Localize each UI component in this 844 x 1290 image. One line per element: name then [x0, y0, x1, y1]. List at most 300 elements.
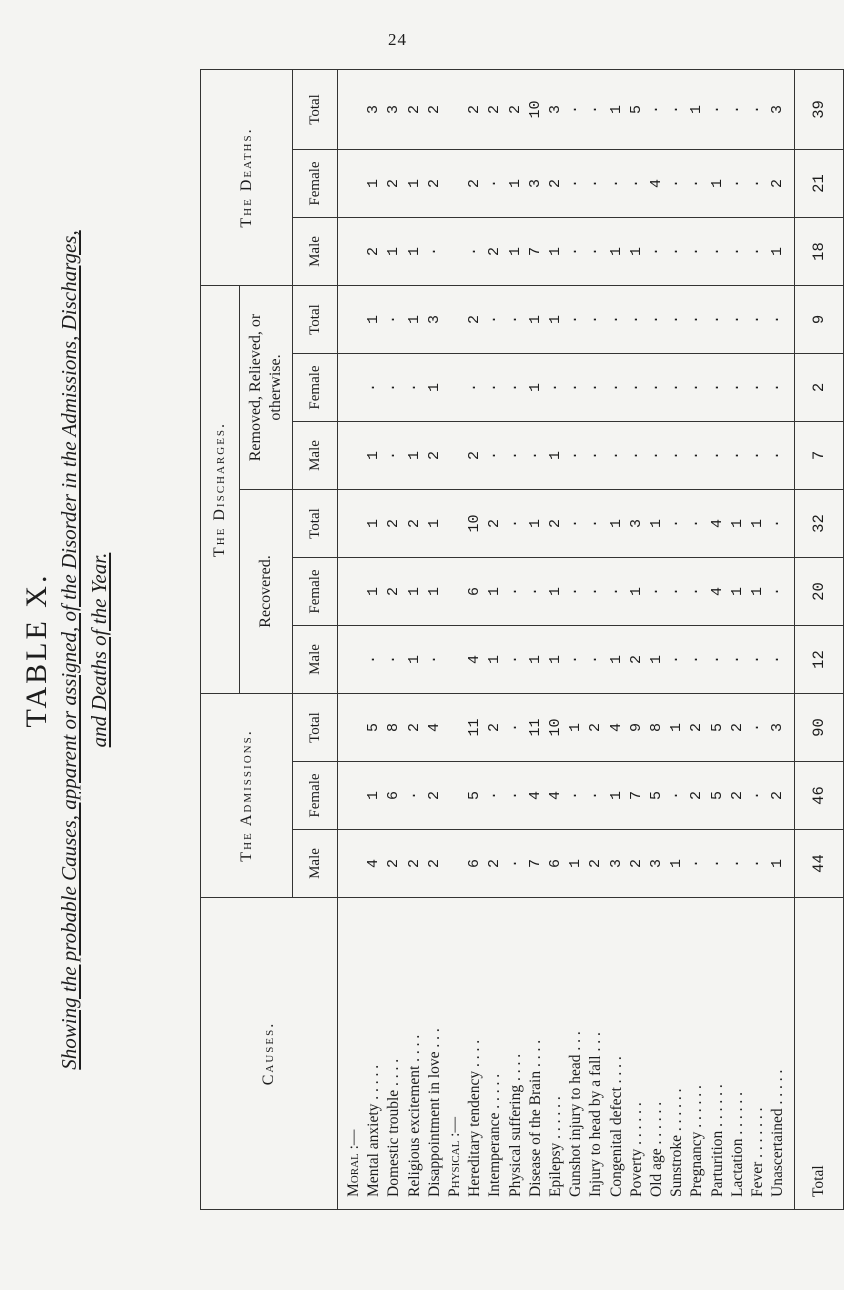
table-cell [344, 354, 364, 421]
total-recovered-male: 12 [795, 626, 844, 694]
total-recovered-total: 32 [795, 490, 844, 558]
table-cell: 1 [425, 383, 443, 393]
table-cell [445, 150, 465, 217]
table-cell: 2 [769, 179, 787, 189]
table-cell: 4 [708, 519, 726, 529]
table-title: TABLE X. [20, 572, 53, 728]
table-cell: 1 [547, 451, 565, 461]
table-cell: 1 [728, 519, 746, 529]
total-label: Total [795, 898, 844, 1210]
table-cell: 1 [506, 179, 524, 189]
table-cell: · [749, 104, 767, 114]
table-cell: · [728, 315, 746, 325]
table-cell: · [749, 451, 767, 461]
table-cell: 2 [688, 791, 706, 801]
table-cell: 1 [526, 383, 544, 393]
table-cell: · [708, 451, 726, 461]
table-cell: · [506, 655, 524, 665]
table-cell: · [668, 519, 686, 529]
recovered-header: Recovered. [240, 490, 293, 694]
table-cell: 4 [547, 791, 565, 801]
table-cell: · [486, 315, 504, 325]
table-cell: · [526, 451, 544, 461]
table-cell: · [648, 315, 666, 325]
table-cell [445, 422, 465, 489]
cause-line: Poverty . . . . . . [627, 1102, 645, 1197]
table-cell: · [708, 315, 726, 325]
table-cell: 2 [405, 104, 423, 114]
table-cell: · [668, 655, 686, 665]
causes-table [200, 69, 844, 1210]
table-cell: · [587, 247, 605, 257]
table-cell: · [567, 519, 585, 529]
recovered-female-column [338, 558, 795, 626]
table-cell: 1 [688, 104, 706, 114]
table-cell: · [749, 179, 767, 189]
cause-line: Lactation . . . . . . [728, 1091, 746, 1197]
admissions-male-column [338, 830, 795, 898]
table-cell: · [769, 519, 787, 529]
table-cell: · [587, 315, 605, 325]
table-cell: 2 [385, 859, 403, 869]
total-row [795, 69, 844, 1209]
table-cell: · [688, 519, 706, 529]
table-cell: 1 [365, 451, 383, 461]
table-cell: 2 [425, 179, 443, 189]
table-cell: 2 [728, 791, 746, 801]
table-cell: 4 [648, 179, 666, 189]
table-cell: 2 [405, 859, 423, 869]
table-cell: · [587, 179, 605, 189]
table-cell: · [405, 383, 423, 393]
table-cell: · [425, 247, 443, 257]
table-cell: 2 [385, 519, 403, 529]
table-cell: · [567, 655, 585, 665]
table-cell: 1 [405, 315, 423, 325]
table-cell: 2 [425, 859, 443, 869]
table-cell: · [587, 587, 605, 597]
cause-line: Moral :— [345, 1129, 362, 1197]
table-cell [344, 422, 364, 489]
table-cell: · [607, 383, 625, 393]
cause-line: Religious excitement . . . . [405, 1034, 423, 1197]
table-cell: · [526, 587, 544, 597]
table-cell [344, 558, 364, 625]
cause-line: Mental anxiety . . . . . [365, 1064, 383, 1197]
col-male: Male [293, 830, 338, 898]
table-cell: · [587, 383, 605, 393]
removed-total-column [338, 286, 795, 354]
table-cell: 4 [607, 723, 625, 733]
table-cell: · [769, 315, 787, 325]
table-cell: 2 [425, 451, 443, 461]
table-cell [344, 762, 364, 829]
causes-list [338, 898, 795, 1210]
table-cell: 1 [648, 519, 666, 529]
col-male: Male [293, 422, 338, 490]
table-cell: · [648, 587, 666, 597]
table-cell: 1 [769, 859, 787, 869]
table-cell: · [506, 315, 524, 325]
table-cell: · [668, 451, 686, 461]
table-cell: 5 [365, 723, 383, 733]
cause-line: Sunstroke . . . . . . [668, 1088, 686, 1197]
table-cell: · [567, 104, 585, 114]
table-cell: 1 [648, 655, 666, 665]
table-cell: 4 [365, 859, 383, 869]
table-cell: · [668, 247, 686, 257]
table-cell [445, 490, 465, 557]
table-cell: 1 [668, 723, 686, 733]
table-cell [344, 694, 364, 761]
table-cell: 5 [648, 791, 666, 801]
table-cell: 2 [769, 791, 787, 801]
table-cell: 4 [425, 723, 443, 733]
table-cell: · [648, 451, 666, 461]
cause-line: Old age . . . . . . [648, 1101, 666, 1197]
table-cell: · [688, 655, 706, 665]
table-cell: · [627, 315, 645, 325]
table-cell: 1 [567, 723, 585, 733]
table-cell: 1 [526, 315, 544, 325]
table-cell: 2 [547, 519, 565, 529]
table-cell: · [688, 383, 706, 393]
table-cell: 1 [607, 247, 625, 257]
table-cell: · [648, 104, 666, 114]
cause-line: Fever . . . . . . . [749, 1107, 767, 1197]
table-cell: · [668, 383, 686, 393]
table-caption-line2: and Deaths of the Year. [87, 552, 111, 748]
cause-line: Domestic trouble . . . . [385, 1058, 403, 1197]
table-cell: 3 [627, 519, 645, 529]
table-cell: · [385, 383, 403, 393]
table-cell: · [506, 451, 524, 461]
table-cell: 1 [547, 587, 565, 597]
table-cell [445, 694, 465, 761]
table-cell: 2 [486, 247, 504, 257]
table-cell: 2 [486, 723, 504, 733]
col-total: Total [293, 69, 338, 149]
table-caption-line1: Showing the probable Causes, apparent or assigned, of the Disorder in the Admissions, Discharges, [57, 230, 81, 1070]
total-deaths-male: 18 [795, 218, 844, 286]
table-cell [344, 218, 364, 285]
table-cell: 2 [425, 104, 443, 114]
table-cell: · [587, 519, 605, 529]
table-cell: · [688, 859, 706, 869]
deaths-male-column [338, 218, 795, 286]
table-cell: · [385, 315, 403, 325]
table-cell: 1 [365, 519, 383, 529]
table-cell: · [486, 383, 504, 393]
table-cell: · [607, 587, 625, 597]
total-admissions-total: 90 [795, 694, 844, 762]
deaths-header: The Deaths. [201, 69, 293, 285]
table-cell [445, 354, 465, 421]
table-cell: · [769, 587, 787, 597]
table-cell: 1 [506, 247, 524, 257]
table-cell: · [506, 791, 524, 801]
table-cell: 1 [425, 519, 443, 529]
table-cell: · [688, 451, 706, 461]
table-cell: · [587, 791, 605, 801]
table-cell: 1 [728, 587, 746, 597]
table-cell [344, 490, 364, 557]
table-cell: · [567, 587, 585, 597]
table-cell: · [728, 451, 746, 461]
table-cell [344, 830, 364, 897]
table-cell: · [668, 104, 686, 114]
table-cell: · [567, 383, 585, 393]
table-cell: 1 [365, 587, 383, 597]
table-cell: 1 [607, 519, 625, 529]
table-cell: 1 [708, 179, 726, 189]
table-cell: · [506, 519, 524, 529]
table-cell: · [688, 179, 706, 189]
table-cell: 1 [486, 587, 504, 597]
page-number: 24 [388, 30, 407, 49]
table-cell: · [708, 859, 726, 869]
cause-line: Parturition . . . . . . [708, 1084, 726, 1197]
table-cell: 7 [526, 859, 544, 869]
table-cell: · [506, 723, 524, 733]
deaths-total-column [338, 69, 795, 149]
col-total: Total [293, 490, 338, 558]
table-cell: · [708, 247, 726, 257]
table-cell: · [567, 451, 585, 461]
table-cell: · [506, 587, 524, 597]
table-cell: · [749, 655, 767, 665]
table-cell: 1 [547, 655, 565, 665]
table-cell: 2 [587, 859, 605, 869]
table-cell: 11 [466, 718, 484, 737]
causes-table-wrapper [200, 70, 829, 1210]
table-cell: 3 [526, 179, 544, 189]
table-cell: 8 [648, 723, 666, 733]
table-cell: 9 [627, 723, 645, 733]
table-cell: · [587, 451, 605, 461]
col-total: Total [293, 286, 338, 354]
recovered-male-column [338, 626, 795, 694]
table-cell: 4 [526, 791, 544, 801]
table-cell: 2 [486, 859, 504, 869]
table-cell: · [506, 859, 524, 869]
table-cell: · [728, 655, 746, 665]
table-cell: · [567, 791, 585, 801]
total-removed-female: 2 [795, 354, 844, 422]
total-deaths-total: 39 [795, 69, 844, 149]
table-cell: · [749, 791, 767, 801]
table-cell: 3 [769, 104, 787, 114]
table-cell: · [668, 791, 686, 801]
table-cell: 2 [385, 179, 403, 189]
table-cell: 7 [627, 791, 645, 801]
removed-header: Removed, Relieved, or otherwise. [240, 286, 293, 490]
table-cell: · [749, 859, 767, 869]
table-cell [344, 626, 364, 693]
table-cell: · [567, 179, 585, 189]
col-female: Female [293, 558, 338, 626]
total-admissions-female: 46 [795, 762, 844, 830]
table-cell: · [769, 655, 787, 665]
table-cell: · [486, 791, 504, 801]
table-cell: · [547, 383, 565, 393]
table-cell: 1 [405, 247, 423, 257]
table-cell: 2 [425, 791, 443, 801]
total-recovered-female: 20 [795, 558, 844, 626]
table-cell: 1 [547, 315, 565, 325]
table-cell: · [728, 383, 746, 393]
table-cell: · [688, 247, 706, 257]
table-cell: · [769, 383, 787, 393]
causes-header: Causes. [201, 898, 338, 1210]
table-cell [445, 70, 465, 149]
table-cell: 2 [466, 179, 484, 189]
table-cell: 1 [365, 315, 383, 325]
col-male: Male [293, 218, 338, 286]
table-cell: · [627, 451, 645, 461]
table-cell: 1 [405, 587, 423, 597]
admissions-header: The Admissions. [201, 694, 293, 898]
table-cell: 2 [405, 519, 423, 529]
admissions-female-column [338, 762, 795, 830]
table-cell: · [688, 315, 706, 325]
table-cell: 2 [466, 451, 484, 461]
table-cell: 1 [405, 655, 423, 665]
table-cell [344, 70, 364, 149]
table-cell: · [607, 179, 625, 189]
table-cell [445, 286, 465, 353]
table-cell: · [728, 859, 746, 869]
table-cell: 1 [607, 791, 625, 801]
table-cell: · [688, 587, 706, 597]
table-cell: 2 [466, 315, 484, 325]
table-cell: 1 [607, 104, 625, 114]
table-cell: 2 [486, 104, 504, 114]
table-cell: 1 [526, 519, 544, 529]
table-cell: 2 [506, 104, 524, 114]
table-cell: · [607, 451, 625, 461]
table-cell: · [769, 451, 787, 461]
table-cell: 1 [627, 247, 645, 257]
table-cell: · [506, 383, 524, 393]
table-cell: · [385, 655, 403, 665]
col-total: Total [293, 694, 338, 762]
table-cell: · [587, 655, 605, 665]
table-cell: · [749, 383, 767, 393]
table-cell [445, 218, 465, 285]
table-cell: 10 [466, 514, 484, 533]
table-cell: · [728, 247, 746, 257]
col-male: Male [293, 626, 338, 694]
table-cell [344, 286, 364, 353]
table-cell: 2 [547, 179, 565, 189]
table-cell: 5 [627, 104, 645, 114]
table-cell: 1 [365, 179, 383, 189]
table-cell: 3 [607, 859, 625, 869]
cause-line: Pregnancy . . . . . . [688, 1085, 706, 1197]
col-female: Female [293, 354, 338, 422]
deaths-female-column [338, 150, 795, 218]
cause-line: Physical suffering . . . . [506, 1053, 524, 1197]
table-cell: 1 [547, 247, 565, 257]
table-cell: 3 [365, 104, 383, 114]
table-cell: · [587, 104, 605, 114]
table-cell: · [607, 315, 625, 325]
cause-line: Disappointment in love . . . [425, 1028, 443, 1197]
total-removed-total: 9 [795, 286, 844, 354]
table-cell: · [708, 655, 726, 665]
table-cell: · [466, 247, 484, 257]
table-cell: 6 [466, 859, 484, 869]
cause-line: Gunshot injury to head . . . [567, 1031, 585, 1197]
table-cell: · [728, 104, 746, 114]
cause-line: Intemperance . . . . . [486, 1073, 504, 1197]
table-cell: 2 [466, 104, 484, 114]
cause-line: Physical :— [446, 1117, 464, 1197]
table-cell: 1 [425, 587, 443, 597]
table-cell: · [708, 383, 726, 393]
table-cell: 1 [749, 587, 767, 597]
table-cell: 3 [547, 104, 565, 114]
table-cell [445, 626, 465, 693]
table-cell: 2 [385, 587, 403, 597]
table-cell: 5 [466, 791, 484, 801]
cause-line: Unascertained . . . . . [769, 1069, 787, 1197]
table-cell: · [648, 383, 666, 393]
cause-line: Hereditary tendency . . . . [466, 1039, 484, 1197]
table-cell: 6 [385, 791, 403, 801]
discharges-header: The Discharges. [201, 286, 240, 694]
recovered-total-column [338, 490, 795, 558]
table-cell: 1 [769, 247, 787, 257]
cause-line: Injury to head by a fall . . . [587, 1032, 605, 1197]
total-deaths-female: 21 [795, 150, 844, 218]
table-cell: · [567, 247, 585, 257]
table-cell: 10 [526, 100, 544, 119]
removed-male-column [338, 422, 795, 490]
table-cell: · [749, 315, 767, 325]
table-cell: · [749, 723, 767, 733]
table-cell: · [668, 315, 686, 325]
table-cell: · [365, 655, 383, 665]
col-female: Female [293, 150, 338, 218]
table-cell: · [627, 179, 645, 189]
col-female: Female [293, 762, 338, 830]
table-cell [344, 150, 364, 217]
table-cell [445, 558, 465, 625]
table-cell: 2 [405, 723, 423, 733]
table-cell: · [405, 791, 423, 801]
cause-line: Epilepsy . . . . . . [547, 1096, 565, 1197]
table-cell: 1 [668, 859, 686, 869]
table-cell: 2 [486, 519, 504, 529]
cause-line: Disease of the Brain . . . . [526, 1039, 544, 1197]
table-cell: · [728, 179, 746, 189]
table-cell: 1 [627, 587, 645, 597]
table-cell: 10 [547, 718, 565, 737]
admissions-total-column [338, 694, 795, 762]
table-cell: 6 [466, 587, 484, 597]
table-heading [20, 80, 130, 1220]
table-cell: · [567, 315, 585, 325]
table-cell: · [648, 247, 666, 257]
table-cell: 1 [526, 655, 544, 665]
cause-line: Congenital defect . . . . [607, 1056, 625, 1197]
table-cell: 2 [688, 723, 706, 733]
table-cell: · [486, 179, 504, 189]
table-cell: 8 [385, 723, 403, 733]
table-cell: · [627, 383, 645, 393]
